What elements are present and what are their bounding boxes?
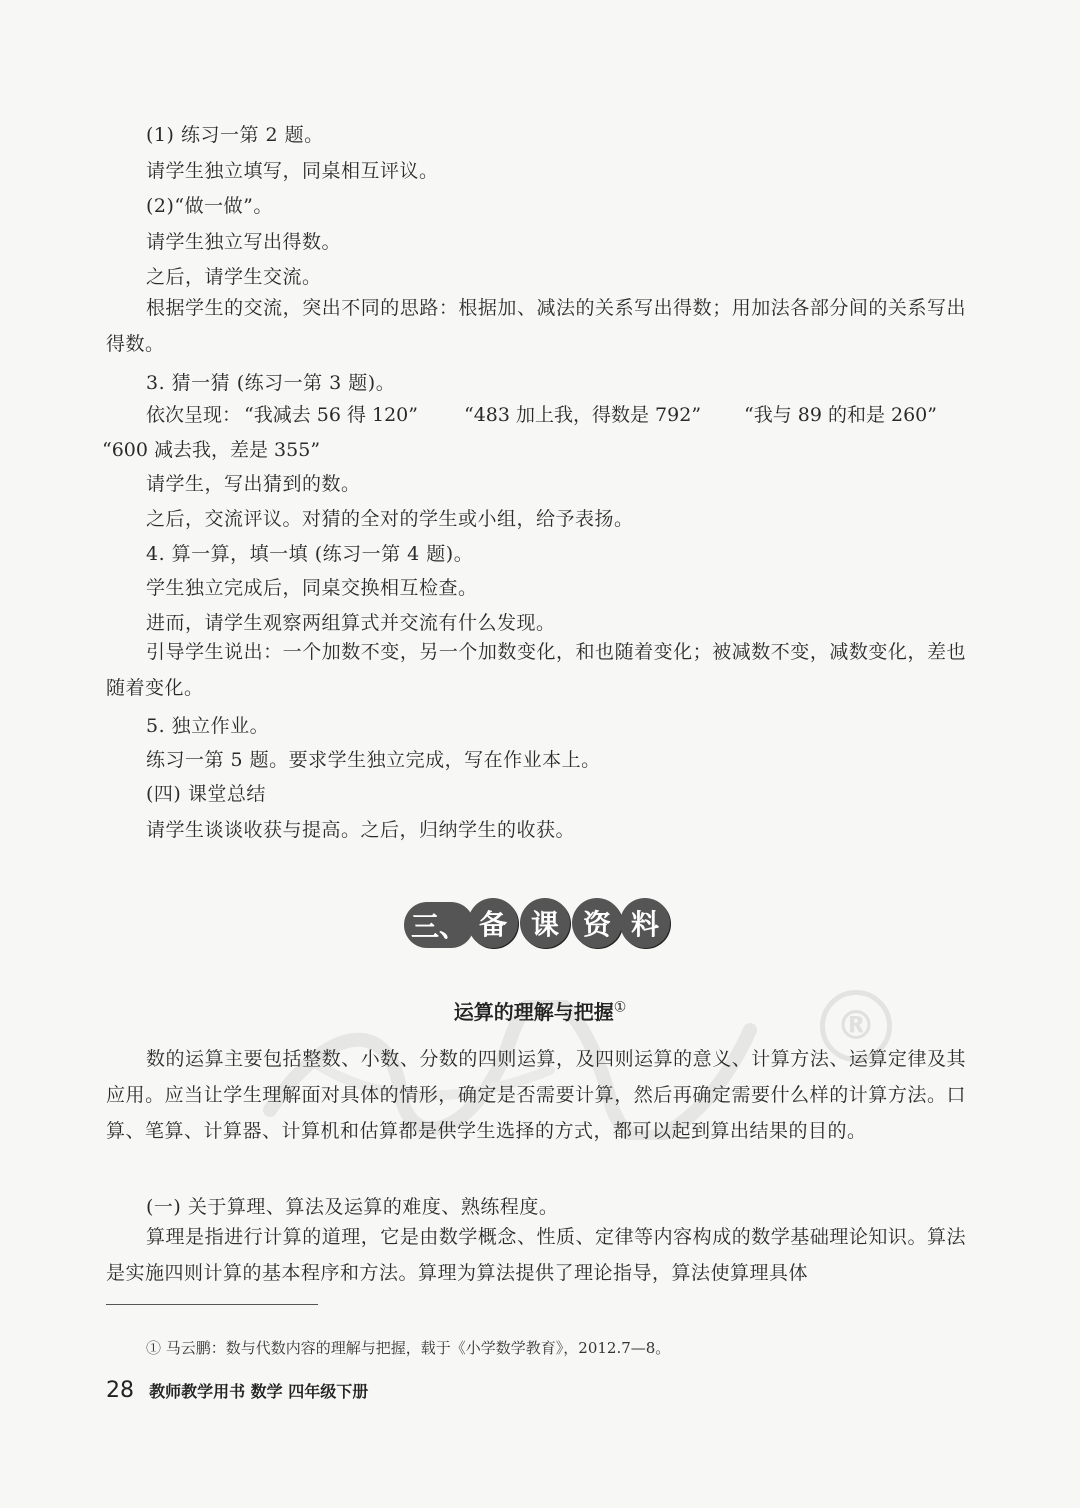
section-item-heading: 5. 独立作业。: [146, 715, 270, 737]
text-line: (2)“做一做”。: [146, 195, 273, 217]
text-line: 之后，交流评议。对猜的全对的学生或小组，给予表扬。: [146, 508, 634, 530]
banner-segment: 三、: [404, 902, 474, 948]
guess-intro: 依次呈现：: [146, 404, 242, 426]
text-line: 之后，请学生交流。: [146, 266, 322, 288]
paragraph: 数的运算主要包括整数、小数、分数的四则运算，及四则运算的意义、计算方法、运算定律及其应用。应当让学生理解面对具体的情形，确定是否需要计算，然后再确定需要什么样的计算方法。口算、笔算、计算器、计算机和估算都是供学生选择的方式，都可以起到算出结果的目的。: [106, 1048, 966, 1142]
registered-mark-icon: ®: [820, 990, 892, 1062]
subsection-heading: (一) 关于算理、算法及运算的难度、熟练程度。: [146, 1196, 559, 1218]
section-heading: (四) 课堂总结: [146, 783, 266, 805]
page-number: 28: [106, 1378, 134, 1403]
banner-char: 课: [520, 898, 570, 948]
banner-char: 备: [468, 898, 518, 948]
guess-quote: “483 加上我，得数是 792”: [464, 404, 702, 426]
banner-char: 资: [572, 898, 622, 948]
guess-quote: “600 减去我，差是 355”: [102, 439, 321, 461]
guess-quote: “我减去 56 得 120”: [244, 404, 418, 426]
text-line: (1) 练习一第 2 题。: [146, 124, 324, 146]
guess-quote: “我与 89 的和是 260”: [744, 404, 937, 426]
text-line: 练习一第 5 题。要求学生独立完成，写在作业本上。: [146, 749, 601, 771]
text-line: 请学生独立填写，同桌相互评议。: [146, 160, 439, 182]
page-footer: [106, 1378, 368, 1403]
article-title: [0, 996, 1080, 1025]
text-line: 请学生谈谈收获与提高。之后，归纳学生的收获。: [146, 819, 576, 841]
text-line: 学生独立完成后，同桌交换相互检查。: [146, 577, 478, 599]
section-item-heading: 4. 算一算，填一填 (练习一第 4 题)。: [146, 543, 474, 565]
book-title: 教师教学用书 数学 四年级下册: [149, 1382, 369, 1401]
text-line: 进而，请学生观察两组算式并交流有什么发现。: [146, 612, 556, 634]
footnote: ① 马云鹏：数与代数内容的理解与把握，载于《小学数学教育》，2012.7—8。: [146, 1339, 671, 1357]
paragraph: 引导学生说出：一个加数不变，另一个加数变化，和也随着变化；被减数不变，减数变化，差也随着变化。: [106, 641, 966, 699]
banner-char: 料: [620, 898, 670, 948]
section-item-heading: 3. 猜一猜 (练习一第 3 题)。: [146, 372, 396, 394]
text-line: 请学生独立写出得数。: [146, 231, 342, 253]
footnote-ref: ①: [613, 999, 627, 1016]
article-title-text: 运算的理解与把握: [453, 1000, 614, 1024]
paragraph: 根据学生的交流，突出不同的思路：根据加、减法的关系写出得数；用加法各部分间的关系写出得数。: [106, 297, 966, 355]
text-line: 请学生，写出猜到的数。: [146, 473, 361, 495]
footnote-divider: [106, 1304, 318, 1305]
paragraph: 算理是指进行计算的道理，它是由数学概念、性质、定律等内容构成的数学基础理论知识。算法是实施四则计算的基本程序和方法。算理为算法提供了理论指导，算法使算理具体: [106, 1226, 966, 1284]
section-banner: [404, 898, 670, 950]
